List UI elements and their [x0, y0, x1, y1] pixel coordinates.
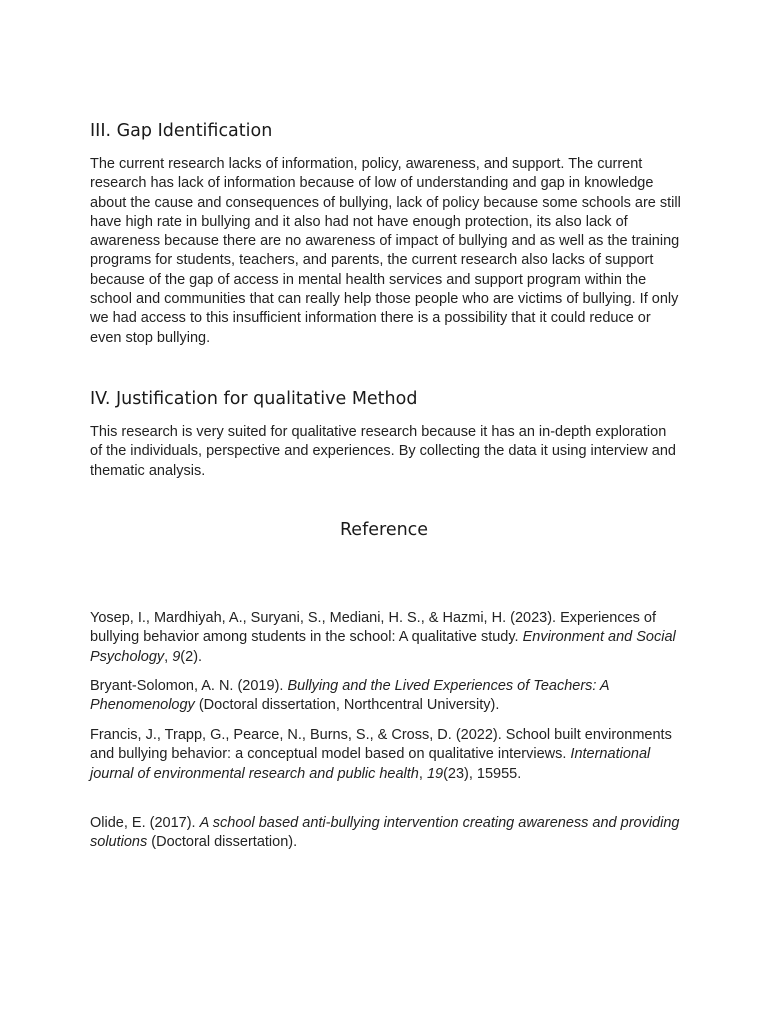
reference-item: [90, 677, 682, 716]
reference-note: (Doctoral dissertation).: [147, 834, 298, 851]
reference-authors-title: Francis, J., Trapp, G., Pearce, N., Burns, S., & Cross, D. (2022). School built environments and bullying behavior: a conceptual model based on qualitative interviews.: [90, 727, 672, 763]
reference-item: [90, 609, 682, 667]
reference-authors-title: Yosep, I., Mardhiyah, A., Suryani, S., Mediani, H. S., & Hazmi, H. (2023). Experiences of bullying behavior among students in the school: A qualitative study.: [90, 610, 657, 646]
reference-note: (Doctoral dissertation, Northcentral University).: [194, 697, 500, 714]
references-title: Reference: [339, 520, 429, 540]
reference-journal: Environment and Social Psychology: [90, 629, 676, 665]
section-heading-justification: IV. Justification for qualitative Method: [90, 389, 418, 409]
reference-issue: (2).: [180, 648, 203, 665]
reference-separator: ,: [164, 648, 173, 665]
reference-title-italic: Bullying and the Lived Experiences of Teachers: A Phenomenology: [90, 678, 610, 714]
reference-volume: 9: [172, 648, 181, 665]
section-body-gap-identification: The current research lacks of information, policy, awareness, and support. The current research has lack of information because of low of understanding and gap in knowledge about the cause and consequences of bullying, lack of policy because some schools are still have high rate in bullying and it also had not have enough protection, its also lack of awareness because there are no awareness of impact of bullying and as well as the training programs for students, teachers, and parents, the current research also lacks of support because of the gap of access in mental health services and support program within the school and communities that can really help those people who are victims of bullying. If only we had access to this insufficient information there is a possibility that it could reduce or even stop bullying.: [90, 156, 681, 346]
reference-separator: ,: [418, 765, 427, 782]
reference-journal: International journal of environmental research and public health: [90, 746, 651, 782]
section-heading-gap-identification: III. Gap Identification: [90, 121, 273, 141]
reference-item: [90, 726, 682, 784]
section-body-justification: This research is very suited for qualitative research because it has an in-depth exploration of the individuals, perspective and experiences. By collecting the data it using interview and thematic analysis.: [90, 424, 676, 479]
reference-title-italic: A school based anti-bullying intervention creating awareness and providing solutions: [90, 815, 680, 851]
reference-authors-title: Bryant-Solomon, A. N. (2019).: [90, 678, 288, 694]
reference-issue: (23), 15955.: [443, 765, 522, 782]
reference-volume: 19: [426, 765, 444, 782]
reference-authors-title: Olide, E. (2017).: [90, 815, 200, 831]
reference-item: [90, 814, 682, 853]
